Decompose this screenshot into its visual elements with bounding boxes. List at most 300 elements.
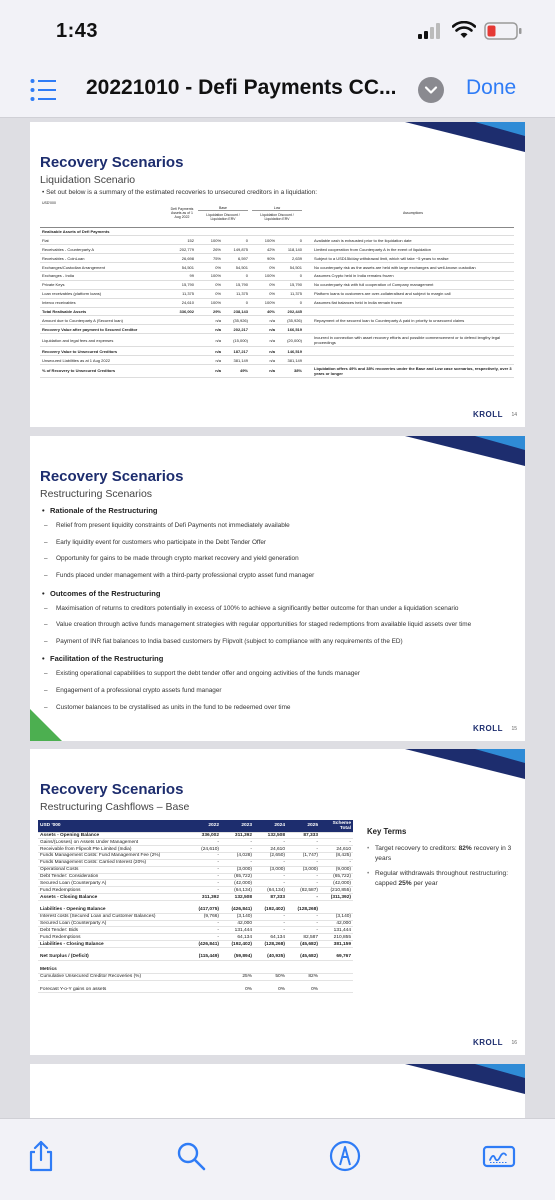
table-row [38, 859, 353, 866]
table-cell [304, 307, 312, 316]
table-row [38, 986, 353, 993]
slide-corner-decoration [405, 1064, 525, 1094]
table-row [40, 325, 514, 334]
table-cell: - [287, 846, 320, 853]
table-cell: 202,779 [168, 245, 196, 254]
cellular-signal-icon [418, 23, 442, 39]
table-row [40, 347, 514, 356]
table-cell [304, 271, 312, 280]
row-label: Gains/(Losses) on Assets Under Management [38, 839, 188, 846]
table-cell: 132,508 [254, 832, 287, 839]
table-cell: 26,698 [168, 254, 196, 263]
table-cell: 0% [287, 986, 320, 993]
table-cell: (64,134) [221, 887, 254, 894]
table-cell [250, 227, 277, 236]
assumption-note [312, 356, 514, 365]
slide-title: Recovery Scenarios [40, 154, 184, 171]
table-cell [168, 227, 196, 236]
document-viewer[interactable] [0, 118, 555, 1118]
table-row [40, 280, 514, 289]
table-cell: (417,075) [188, 906, 221, 913]
slide-corner-decoration [405, 436, 525, 466]
bullet-dash: – [44, 604, 48, 612]
table-cell: (45,682) [287, 941, 320, 948]
table-row [38, 906, 353, 913]
table-cell: (45,682) [287, 954, 320, 961]
bullet-dash: – [44, 555, 48, 563]
table-row [38, 927, 353, 934]
row-label: Secured Loan (Counterparty A) [38, 880, 188, 887]
table-cell: - [188, 880, 221, 887]
table-row [38, 866, 353, 873]
table-cell: 100% [196, 271, 223, 280]
bottom-toolbar [0, 1118, 555, 1200]
column-header: USD '000 [38, 820, 188, 832]
table-cell: 100% [250, 271, 277, 280]
column-header: 2024 [254, 820, 287, 832]
bullet-dot: • [42, 654, 45, 664]
assumption-note [312, 307, 514, 316]
table-cell: - [254, 927, 287, 934]
table-cell: 82% [287, 973, 320, 980]
table-cell: n/a [250, 347, 277, 356]
table-cell: - [188, 859, 221, 866]
bullet-item: – Value creation through active funds management strategies with regular opportunities for staged redemptions from available liquid assets over time [44, 621, 472, 629]
assumption-note: No counterparty risk with full cooperation of Company management [312, 280, 514, 289]
table-cell: n/a [196, 325, 223, 334]
table-cell [304, 298, 312, 307]
table-cell: 50% [254, 973, 287, 980]
row-label: Liquidation and legal fees and expenses [40, 334, 168, 347]
nav-bar [0, 62, 555, 118]
assumption-note: Subject to a USD15k/day withdrawal limit, which will take ~5 years to realise [312, 254, 514, 263]
table-cell: 25% [221, 973, 254, 980]
table-cell: 42,000 [320, 920, 353, 927]
section-heading: • Outcomes of the Restructuring [42, 588, 161, 598]
table-cell: 15,790 [277, 280, 304, 289]
table-cell: 0% [196, 280, 223, 289]
slide-intro: • Set out below is a summary of the estimated recoveries to unsecured creditors in a liquidation: [42, 189, 318, 196]
table-cell: - [287, 839, 320, 846]
table-cell: 131,444 [221, 927, 254, 934]
table-cell [188, 966, 221, 973]
table-cell: 11,375 [168, 289, 196, 298]
table-cell: (20,000) [277, 334, 304, 347]
table-cell: (59,894) [221, 954, 254, 961]
table-cell: 0 [223, 271, 250, 280]
table-cell: 0% [250, 263, 277, 272]
table-cell: - [254, 913, 287, 920]
table-cell: 54,501 [168, 263, 196, 272]
table-cell: - [188, 873, 221, 880]
table-cell: 336,002 [168, 307, 196, 316]
table-cell [304, 347, 312, 356]
key-term-item: • Target recovery to creditors: 82% recovery in 3 years [367, 844, 517, 863]
table-cell: 38% [277, 364, 304, 377]
table-cell: 0 [223, 236, 250, 245]
table-row [40, 316, 514, 325]
bullet-item: – Funds placed under management with a third-party professional crypto asset fund manager [44, 571, 315, 579]
table-cell: - [254, 859, 287, 866]
table-cell: 311,392 [188, 894, 221, 901]
table-cell: 100% [250, 236, 277, 245]
table-cell: (82,587) [287, 887, 320, 894]
bullet-item: – Customer balances to be crystallised as units in the fund to be redeemed over time [44, 703, 291, 711]
table-cell: n/a [196, 356, 223, 365]
table-cell [287, 966, 320, 973]
bullet-item: – Maximisation of returns to creditors potentially in excess of 100% to achieve a significantly better outcome for than under a liquidation scenario [44, 604, 459, 612]
table-cell: n/a [196, 316, 223, 325]
key-terms-title: Key Terms [367, 827, 407, 836]
table-header: USD'000 Defi Payments Assets as of 1 Aug 2022 Base Liquidation Discount / Liquidation ERV Low Liquidation Discount / Liquidation ERV Assumptions [40, 200, 514, 227]
table-row [40, 289, 514, 298]
column-header: 2022 [188, 820, 221, 832]
cashflow-table-body [38, 820, 353, 993]
row-label: Debt Tender: Bids [38, 927, 188, 934]
table-cell [320, 906, 353, 913]
table-cell: 90% [250, 254, 277, 263]
row-label: Fund Redemptions [38, 887, 188, 894]
row-label: Liabilities - Closing Balance [38, 941, 188, 948]
table-cell [168, 316, 196, 325]
document-title[interactable]: 20221010 - Defi Payments CC... [86, 76, 397, 99]
row-label: Recovery Value to Unsecured Creditors [40, 347, 168, 356]
assumption-note: Liquidation offers 49% and 38% recoveries under the Base and Low case scenarios, respectively, over 3 years or longer [312, 364, 514, 377]
bullet-dash: – [44, 670, 48, 678]
key-terms [367, 827, 517, 894]
table-cell: (3,000) [254, 866, 287, 873]
table-cell: 0% [221, 986, 254, 993]
table-cell: 238,143 [223, 307, 250, 316]
table-cell [188, 973, 221, 980]
kroll-logo: KROLL [472, 724, 503, 733]
slide-subtitle: Restructuring Cashflows – Base [40, 801, 190, 813]
table-cell [168, 334, 196, 347]
liquidation-table [40, 200, 514, 378]
table-row [38, 887, 353, 894]
table-cell: 69,767 [320, 954, 353, 961]
table-row [38, 941, 353, 948]
bullet-item: – Relief from present liquidity constraints of Defi Payments not immediately available [44, 522, 290, 529]
kroll-logo: KROLL [472, 1038, 503, 1047]
assumption-note: No counterparty risk as the assets are held with large exchanges and well-known custodian [312, 263, 514, 272]
table-cell: (9,000) [320, 866, 353, 873]
table-cell: 11,375 [277, 289, 304, 298]
table-cell: 29% [196, 307, 223, 316]
table-cell: 0 [223, 298, 250, 307]
table-cell: 131,444 [320, 927, 353, 934]
table-cell [254, 966, 287, 973]
slide-page-14 [30, 122, 525, 427]
table-cell: 146,519 [277, 347, 304, 356]
table-cell: n/a [196, 334, 223, 347]
table-row [40, 227, 514, 236]
table-cell: (426,841) [188, 941, 221, 948]
table-cell: (3,140) [320, 913, 353, 920]
cashflow-table [38, 820, 353, 993]
table-row [40, 263, 514, 272]
table-cell: (3,140) [221, 913, 254, 920]
section-heading: • Facilitation of the Restructuring [42, 654, 164, 664]
table-row [40, 271, 514, 280]
assumption-note: Available cash is exhausted prior to the liquidation date [312, 236, 514, 245]
slide-corner-decoration [405, 749, 525, 779]
table-cell: 42% [250, 245, 277, 254]
row-label: Exchanges/Custodian Arrangement [40, 263, 168, 272]
table-cell: - [320, 839, 353, 846]
table-row [40, 236, 514, 245]
table-cell [168, 356, 196, 365]
table-cell: n/a [250, 364, 277, 377]
table-row [40, 307, 514, 316]
table-cell: - [254, 839, 287, 846]
table-cell: (8,425) [320, 853, 353, 860]
table-cell: n/a [250, 316, 277, 325]
table-cell: 24,610 [320, 846, 353, 853]
row-label: Private Keys [40, 280, 168, 289]
slide-corner-decoration [405, 122, 525, 152]
slide-title: Recovery Scenarios [40, 468, 184, 485]
table-cell: - [221, 846, 254, 853]
table-cell: 15,790 [168, 280, 196, 289]
wifi-icon [452, 21, 476, 39]
row-label: Operational Costs [38, 866, 188, 873]
table-cell [304, 280, 312, 289]
table-cell: 336,002 [188, 832, 221, 839]
table-cell: 381,149 [277, 356, 304, 365]
table-cell: n/a [250, 334, 277, 347]
table-cell: (210,855) [320, 887, 353, 894]
table-cell: (42,000) [320, 880, 353, 887]
table-cell: 0% [250, 289, 277, 298]
table-row [38, 894, 353, 901]
kroll-logo: KROLL [472, 410, 503, 419]
table-cell: 100% [196, 236, 223, 245]
table-cell: 99 [168, 271, 196, 280]
table-cell: 49% [223, 364, 250, 377]
list-icon[interactable] [30, 78, 56, 102]
row-label: Receivable from Flipvolt Pte Limited (India) [38, 846, 188, 853]
status-time: 1:43 [56, 20, 99, 42]
assumption-note [312, 325, 514, 334]
assumption-note: Assumes Crypto held in India remains frozen [312, 271, 514, 280]
table-cell: 6,597 [223, 254, 250, 263]
table-row [38, 913, 353, 920]
table-cell: 0 [277, 236, 304, 245]
slide-subtitle: Liquidation Scenario [40, 174, 136, 186]
table-cell: (128,268) [287, 906, 320, 913]
table-cell: - [287, 927, 320, 934]
table-row [40, 356, 514, 365]
assumption-note: Limited cooperation from Counterparty A in the event of liquidation [312, 245, 514, 254]
table-cell: 381,149 [223, 356, 250, 365]
row-label: Forecast Y-o-Y gains on assets [38, 986, 188, 993]
table-row [38, 873, 353, 880]
table-cell: 166,519 [277, 325, 304, 334]
table-row [38, 853, 353, 860]
row-label: Assets - Opening Balance [38, 832, 188, 839]
table-cell: - [254, 920, 287, 927]
table-cell: (9,766) [188, 913, 221, 920]
row-label: Realisable Assets of Defi Payments [40, 227, 168, 236]
table-cell: - [287, 913, 320, 920]
row-label: Fund Redemptions [38, 934, 188, 941]
table-cell: - [287, 880, 320, 887]
table-cell [304, 289, 312, 298]
table-cell: 202,217 [223, 325, 250, 334]
table-cell: 0% [254, 986, 287, 993]
title-menu-button[interactable] [418, 77, 444, 103]
assumption-note: Repayment of the secured loan to Counterparty A paid in priority to unsecured claims [312, 316, 514, 325]
table-cell: 210,855 [320, 934, 353, 941]
table-cell: - [287, 873, 320, 880]
table-cell: 24,610 [254, 846, 287, 853]
row-label: Loan receivables (platform loans) [40, 289, 168, 298]
table-cell: (4,028) [221, 853, 254, 860]
table-cell: 100% [196, 298, 223, 307]
row-label: Funds Management Costs: Carried Interest (20%) [38, 859, 188, 866]
table-cell: 149,875 [223, 245, 250, 254]
table-cell: (65,722) [320, 873, 353, 880]
table-cell: (24,610) [188, 846, 221, 853]
table-row [40, 245, 514, 254]
table-cell: (64,134) [254, 887, 287, 894]
table-cell: (1,747) [287, 853, 320, 860]
table-cell [320, 986, 353, 993]
table-cell: (42,000) [221, 880, 254, 887]
table-cell: 152 [168, 236, 196, 245]
table-row [38, 934, 353, 941]
table-cell: 87,333 [287, 832, 320, 839]
table-cell: 0% [196, 289, 223, 298]
table-cell [304, 227, 312, 236]
slide-page-17 [30, 1064, 525, 1118]
bullet-dash: – [44, 687, 48, 695]
table-cell: - [188, 934, 221, 941]
table-cell: (40,935) [254, 954, 287, 961]
search-icon[interactable] [174, 1139, 208, 1173]
table-cell [304, 364, 312, 377]
column-header: 2023 [221, 820, 254, 832]
row-label: % of Recovery to Unsecured Creditors [40, 364, 168, 377]
row-label: Funds Management Costs: Fund Management Fee (2%) [38, 853, 188, 860]
table-cell: - [188, 839, 221, 846]
table-row [40, 298, 514, 307]
bullet-item: – Engagement of a professional crypto assets fund manager [44, 687, 222, 695]
table-cell [223, 227, 250, 236]
table-cell [168, 364, 196, 377]
row-label: Debt Tender: Consideration [38, 873, 188, 880]
table-row [38, 954, 353, 961]
table-cell: - [320, 859, 353, 866]
markup-icon[interactable] [328, 1139, 362, 1173]
table-cell: - [188, 866, 221, 873]
row-label: Receivables - Counterparty A [40, 245, 168, 254]
row-label: Metrics [38, 966, 188, 973]
table-cell: 0 [277, 271, 304, 280]
table-cell: 64,134 [254, 934, 287, 941]
row-label: Unsecured Liabilities as at 1 Aug 2022 [40, 356, 168, 365]
table-cell: - [188, 853, 221, 860]
table-cell: 24,610 [168, 298, 196, 307]
table-cell [304, 325, 312, 334]
section-heading: • Rationale of the Restructuring [42, 506, 158, 515]
row-label: Exchanges - India [40, 271, 168, 280]
battery-low-icon [484, 22, 522, 40]
table-cell: (35,926) [223, 316, 250, 325]
row-label: Total Realisable Assets [40, 307, 168, 316]
column-header: Scheme Total [320, 820, 353, 832]
table-row [38, 880, 353, 887]
table-cell: 54,501 [277, 263, 304, 272]
table-cell: (192,402) [254, 906, 287, 913]
signature-icon[interactable] [482, 1139, 516, 1173]
table-cell: (35,926) [277, 316, 304, 325]
table-cell: 54,501 [223, 263, 250, 272]
status-bar [0, 0, 555, 62]
table-cell: 381,159 [320, 941, 353, 948]
table-cell: 2,639 [277, 254, 304, 263]
table-cell: n/a [196, 364, 223, 377]
table-cell: n/a [250, 356, 277, 365]
table-cell: - [188, 887, 221, 894]
table-cell: 15,790 [223, 280, 250, 289]
slide-title: Recovery Scenarios [40, 781, 184, 798]
page-number: 14 [511, 412, 517, 418]
table-row [38, 839, 353, 846]
table-cell: 0 [277, 298, 304, 307]
row-label: Recovery Value after payment to Secured Creditor [40, 325, 168, 334]
table-row [38, 973, 353, 980]
table-cell: 118,140 [277, 245, 304, 254]
table-cell: (65,722) [221, 873, 254, 880]
table-cell: 100% [250, 298, 277, 307]
slide-page-15 [30, 436, 525, 741]
done-button[interactable]: Done [466, 76, 517, 99]
table-row [38, 832, 353, 839]
table-cell: 40% [250, 307, 277, 316]
table-cell [304, 316, 312, 325]
table-cell [320, 832, 353, 839]
bullet-dash: – [44, 621, 48, 629]
table-cell: 82,587 [287, 934, 320, 941]
table-cell: - [254, 880, 287, 887]
bullet-item: – Opportunity for gains to be made through crypto market recovery and yield generation [44, 555, 299, 563]
table-cell: n/a [250, 325, 277, 334]
assumption-note [312, 347, 514, 356]
row-label: Secured Loan (Counterparty A) [38, 920, 188, 927]
bullet-dash: – [44, 522, 48, 529]
share-icon[interactable] [24, 1139, 58, 1173]
bullet-dash: – [44, 571, 48, 579]
assumption-note: Assumes fiat balances held in India remain frozen [312, 298, 514, 307]
bullet-dash: – [44, 538, 48, 546]
bullet-dot: • [42, 506, 45, 515]
table-cell [188, 986, 221, 993]
table-cell [304, 263, 312, 272]
table-cell [320, 966, 353, 973]
table-cell: - [221, 859, 254, 866]
assumption-note: Incurred in connection with asset recovery efforts and possible commencement or to defend lengthy legal proceedings [312, 334, 514, 347]
table-cell: - [287, 920, 320, 927]
row-label: Receivables - CoinLoan [40, 254, 168, 263]
table-cell: 0% [196, 263, 223, 272]
table-row [38, 846, 353, 853]
row-label: Assets - Closing Balance [38, 894, 188, 901]
table-cell: 132,508 [221, 894, 254, 901]
bullet-item: – Payment of INR fiat balances to India based customers by Flipvolt (subject to compliance with any requirements of the ED) [44, 637, 403, 645]
bullet-dash: – [44, 703, 48, 711]
